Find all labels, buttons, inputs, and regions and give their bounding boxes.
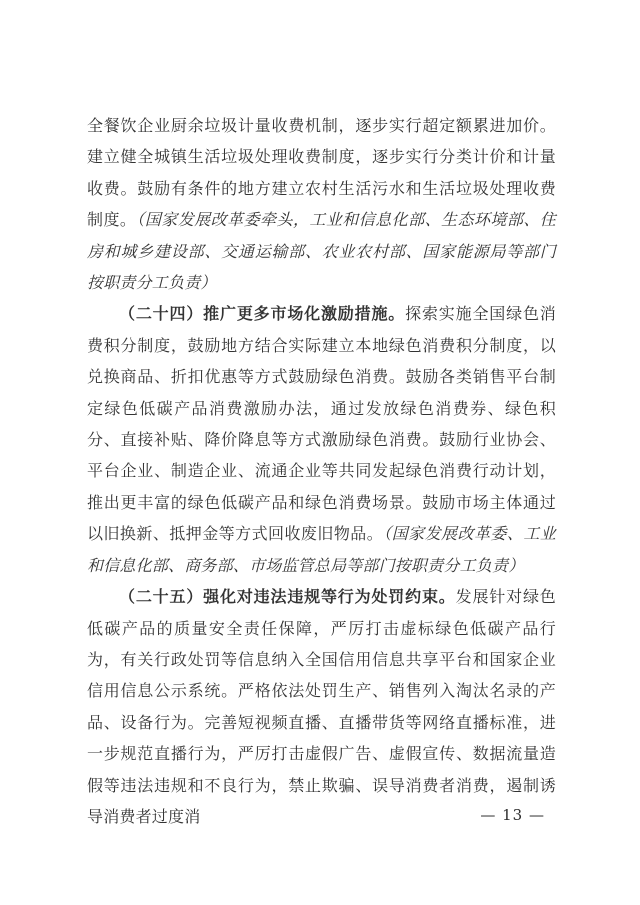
text-segment-kaiti: （国家发展改革委、工业和信息化部、商务部、市场监管总局等部门按职责分工负责） <box>87 524 557 575</box>
text-segment-normal: 全餐饮企业厨余垃圾计量收费机制，逐步实行超定额累进加价。建立健全城镇生活垃圾处理收费制度，逐步实行分类计价和计量收费。鼓励有条件的地方建立农村生活污水和生活垃圾处理收费制度。 <box>87 116 556 230</box>
text-segment-bold: （二十四）推广更多市场化激励措施。 <box>119 304 406 324</box>
text-segment-bold: （二十五）强化对违法违规等行为处罚约束。 <box>119 587 456 607</box>
paragraph <box>87 581 556 832</box>
page-number: — 13 — <box>480 806 545 824</box>
paragraph <box>87 298 556 581</box>
text-segment-kaiti: （国家发展改革委牵头，工业和信息化部、生态环境部、住房和城乡建设部、交通运输部、农业农村部、国家能源局等部门按职责分工负责） <box>87 210 556 293</box>
text-block <box>87 110 556 832</box>
paragraph <box>87 110 556 298</box>
text-segment-normal: 探索实施全国绿色消费积分制度，鼓励地方结合实际建立本地绿色消费积分制度，以兑换商品、折扣优惠等方式鼓励绿色消费。鼓励各类销售平台制定绿色低碳产品消费激励办法，通过发放绿色消费券、绿色积分、直接补贴、降价降息等方式激励绿色消费。鼓励行业协会、平台企业、制造企业、流通企业等共同发起绿色消费行动计划，推出更丰富的绿色低碳产品和绿色消费场景。鼓励市场主体通过以旧换新、抵押金等方式回收废旧物品。 <box>87 304 556 544</box>
text-segment-normal: 发展针对绿色低碳产品的质量安全责任保障，严厉打击虚标绿色低碳产品行为，有关行政处罚等信息纳入全国信用信息共享平台和国家企业信用信息公示系统。严格依法处罚生产、销售列入淘汰名录的产品、设备行为。完善短视频直播、直播带货等网络直播标准，进一步规范直播行为，严厉打击虚假广告、虚假宣传、数据流量造假等违法违规和不良行为，禁止欺骗、误导消费者消费，遏制诱导消费者过度消 <box>87 587 556 826</box>
